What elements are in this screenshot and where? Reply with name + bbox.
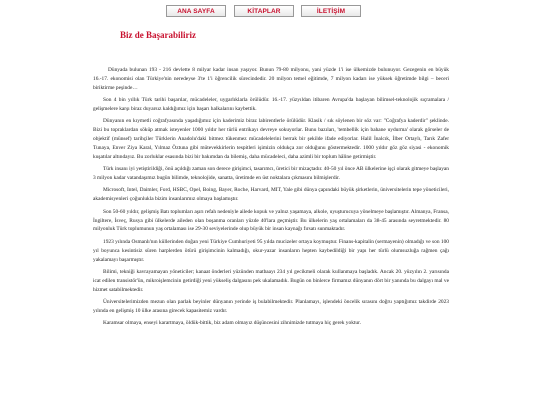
- article-paragraph: Üniversitelerimizden mezun olan parlak beyinler dünyanın yerinde iş bulabilmektedir. Planlamayı, işlendeki öncelik sırasını doğru yaptığımız takdirde 2023 yılında en gelişmiş 10 ülke arasına girecek kapasitemiz vardır.: [93, 298, 449, 314]
- page-title: Biz de Başarabiliriz: [120, 30, 196, 40]
- article-paragraph: Bilimi, tekniği kavrayamayan yöneticiler; kanaat önderleri yüzünden matbaayı 234 yıl gecikmeli olarak kullanmaya başladık. Ancak 20. yüzyılın 2. yarısında icat edilen transistör'ün, mikroişlemcinin getirdiği yeni yükseliş dalgasını pek ukalamadık. Bugün on binlerce firmamız dünyanın dört bir yanında bu dalgayı mal ve hizmet satabilmektedir.: [93, 268, 449, 293]
- nav-books-button[interactable]: KİTAPLAR: [234, 5, 294, 17]
- article-paragraph: Türk insanı iyi yetiştirildiği, önü açıldığı zaman son derece girişimci, tasarımcı, üretici bir mizaçtadır. 40-50 yıl önce AB ülkelerine işçi olarak gitmeye başlayan 3 milyon kadar vatandaşımız bugün bilimde, teknolojide, sanatta, üretimde en üst noktalara çıkmasını bilmişlerdir.: [93, 166, 449, 182]
- article-paragraph: Microsoft, Intel, Daimler, Ford, HSBC, Opel, Boing, Bayer, Roche, Harvard, MIT, Yale gibi dünya çapındaki büyük şirketlerin, üniversitelerin tepe yöneticileri, akademisyenleri çoğunlukla bizim insanlarımız olmaya başlamıştır.: [93, 187, 449, 203]
- article-paragraph: Son 50-60 yıldır, gelişmiş Batı toplumları aşırı refah nedeniyle ailede kopuk ve yalnız yaşamaya, alkole, uyuşturucuya yönelmeye başlamıştır. Almanya, Fransa, İngiltere, İsveç, Rusya gibi ülkelerde aileden olan boşanma oranları yüzde 40'lara geçmiştir. Bu ülkelerin yaş ortalamaları da 38-45 arasında seyretmektedir. 80 milyonluk Türk toplumunun yaş ortalaması ise 29-30 seviyelerinde olup büyük bir insan kaynağı fırsatı sunmaktadır.: [93, 208, 449, 233]
- article-paragraph: 1923 yılında Osmanlı'nın küllerinden doğan yeni Türkiye Cumhuriyeti 95 yılda mucizeler ortaya koymuştur. Finans-kapitalin (sermayenin) olmadığı ve son 100 yıl boyunca kesintisiz süren harplerden ötürü girişimcinin kalmadığı, okur-yazar insanların hepten kaybedildiği bir yapı her türlü olumsuzluğa rağmen çağı yakalamayı başarmıştır.: [93, 238, 449, 263]
- article-paragraph: Dünyada bulunan 193 - 216 devlette 8 milyar kadar insan yaşıyor. Bunun 79-80 milyonu, yani yüzde 1'i ise ülkemizde bulunuyor. Gezegenin en büyük 16.-17. ekonomisi olan Türkiye'nin neredeyse 3'te 1'i öğrencilik sürecindedir. 20 milyon temel eğitimde, 7 milyon kadarı ise yüksek öğretimde bilgi – beceri biriktirme peşinde…: [93, 67, 449, 91]
- nav-contact-button[interactable]: İLETİŞİM: [301, 5, 361, 17]
- top-navigation: [0, 5, 540, 19]
- article-paragraph: Son 4 bin yıllık Türk tarihi başarılar, mücadeleler, uygarlıklarla örülüdür. 16.-17. yüzyıldan itibaren Avrupa'da başlayan bilimsel-teknolojik sıçramalara / gelişmelere karşı biraz duyarsız kaldığımız için başarı halkalarını kaybettik.: [93, 97, 449, 113]
- nav-home-button[interactable]: ANA SAYFA: [166, 5, 226, 17]
- article-body: [93, 66, 449, 331]
- article-paragraph: Dünyanın en kıymetli coğrafyasında yaşadığımız için kaderimiz biraz labirentlerle örülüdür. Klasik / sık söylenen bir söz var: "Coğrafya kaderdir" şeklinde. Bizi bu topraklardan söküp atmak isteyenler 1000 yıldır her türlü entrikayı devreye sokuyorlar. Bunu bazıları, 'tembellik için bahane uydurma' olarak görseler de objektif (münsef) tarihçiler Türklerin Anadolu'daki bitmez tükenmez mücadelelerini berrak bir şekilde ifade ediyorlar. Halil İnalcık, İlber Ortaylı, Tarık Zafer Tunaya, Enver Ziya Karal, Yılmaz Öztuna gibi mütevekkirlerin tespitleri işimizin oldukça zor olduğunu göstermektedir. 1000 yıldır göz göz siyasi - ekonomik kuşatılar altındayız. Bu zorluklar esasında bizi bir bakımdan da bilemiş, daha mücadeleci, daha azimli bir toplum hâline getirmiştir.: [93, 118, 449, 160]
- article-paragraph: Karamsar olmaya, enseyi karartmaya, öldük-bittik, biz adam olmayız düşüncesini zihnimizde tutmaya hiç gerek yoktur.: [103, 320, 361, 327]
